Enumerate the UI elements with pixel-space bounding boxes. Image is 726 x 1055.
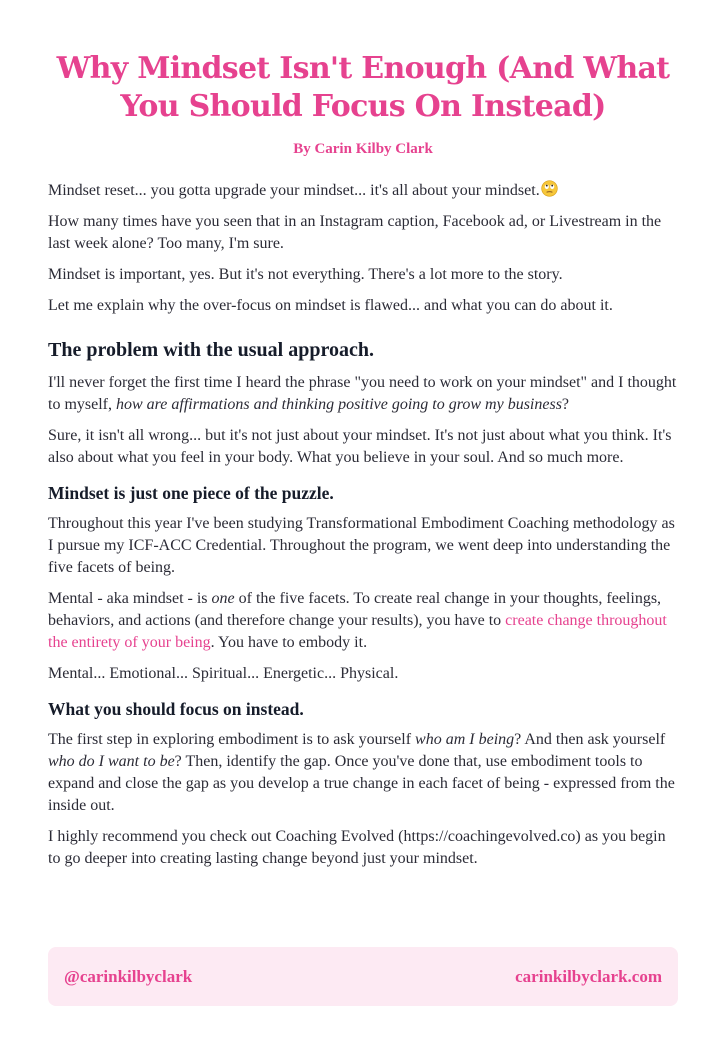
face-with-rolling-eyes-icon [541, 180, 558, 197]
social-handle[interactable]: @carinkilbyclark [64, 966, 193, 986]
intro-paragraph-1 [48, 180, 678, 202]
section3-paragraph-1-end: ? Then, identify the gap. Once you've done that, use embodiment tools to expand and close the gap as you develop a true change in each facet of being - expressed from the inside out. [48, 753, 675, 814]
section2-paragraph-2-emphasis: one [211, 590, 235, 607]
website-link[interactable]: carinkilbyclark.com [515, 966, 662, 986]
section1-paragraph-2: Sure, it isn't all wrong... but it's not just about your mindset. It's not just about what you think. It's also about what you feel in your body. What you believe in your soul. And so much more. [48, 427, 672, 466]
section3-paragraph-1-middle: ? And then ask yourself [514, 731, 666, 748]
section2-paragraph-1: Throughout this year I've been studying Transformational Embodiment Coaching methodology as I pursue my ICF-ACC Credential. Throughout the program, we went deep into understanding the five facets of being. [48, 515, 675, 576]
section1-paragraph-1-emphasis: how are affirmations and thinking positive going to grow my business [116, 396, 562, 413]
intro-paragraph-2: How many times have you seen that in an Instagram caption, Facebook ad, or Livestream in the last week alone? Too many, I'm sure. [48, 213, 662, 252]
intro-paragraph-4: Let me explain why the over-focus on mindset is flawed... and what you can do about it. [48, 297, 613, 314]
section-heading-puzzle: Mindset is just one piece of the puzzle. [48, 483, 334, 503]
section2-paragraph-3: Mental... Emotional... Spiritual... Energetic... Physical. [48, 665, 399, 682]
section2-paragraph-2-end: . You have to embody it. [210, 634, 368, 651]
section2-paragraph-2-start: Mental - aka mindset - is [48, 590, 212, 607]
footer-bar [48, 947, 678, 1006]
intro-paragraph-1-text: Mindset reset... you gotta upgrade your mindset... it's all about your mindset. [48, 182, 540, 199]
intro-paragraph-3: Mindset is important, yes. But it's not everything. There's a lot more to the story. [48, 266, 563, 283]
section3-emphasis-who-am-i: who am I being [415, 731, 515, 748]
section1-paragraph-1 [48, 372, 678, 416]
section1-paragraph-1-end: ? [561, 396, 570, 413]
article-byline: By Carin Kilby Clark [293, 141, 433, 157]
entirety-of-being-link[interactable]: create change throughout the entirety of your being [48, 612, 667, 651]
section-heading-focus: What you should focus on instead. [48, 699, 304, 719]
section3-paragraph-1 [48, 729, 678, 817]
section3-paragraph-1-start: The first step in exploring embodiment is to ask yourself [48, 731, 416, 748]
section3-paragraph-2: I highly recommend you check out Coaching Evolved (https://coachingevolved.co) as you begin to go deeper into creating lasting change beyond just your mindset. [48, 828, 666, 867]
section3-emphasis-who-do-i-want: who do I want to be [48, 753, 175, 770]
section2-paragraph-2 [48, 588, 678, 654]
section1-paragraph-1-text: I'll never forget the first time I heard the phrase "you need to work on your mindset" and I thought to myself, [48, 374, 677, 413]
article-title: Why Mindset Isn't Enough (And What You Should Focus On Instead) [56, 51, 670, 124]
section2-paragraph-2-middle: of the five facets. To create real change in your thoughts, feelings, behaviors, and actions (and therefore change your results), you have to [48, 590, 662, 629]
section-heading-problem: The problem with the usual approach. [48, 339, 374, 361]
